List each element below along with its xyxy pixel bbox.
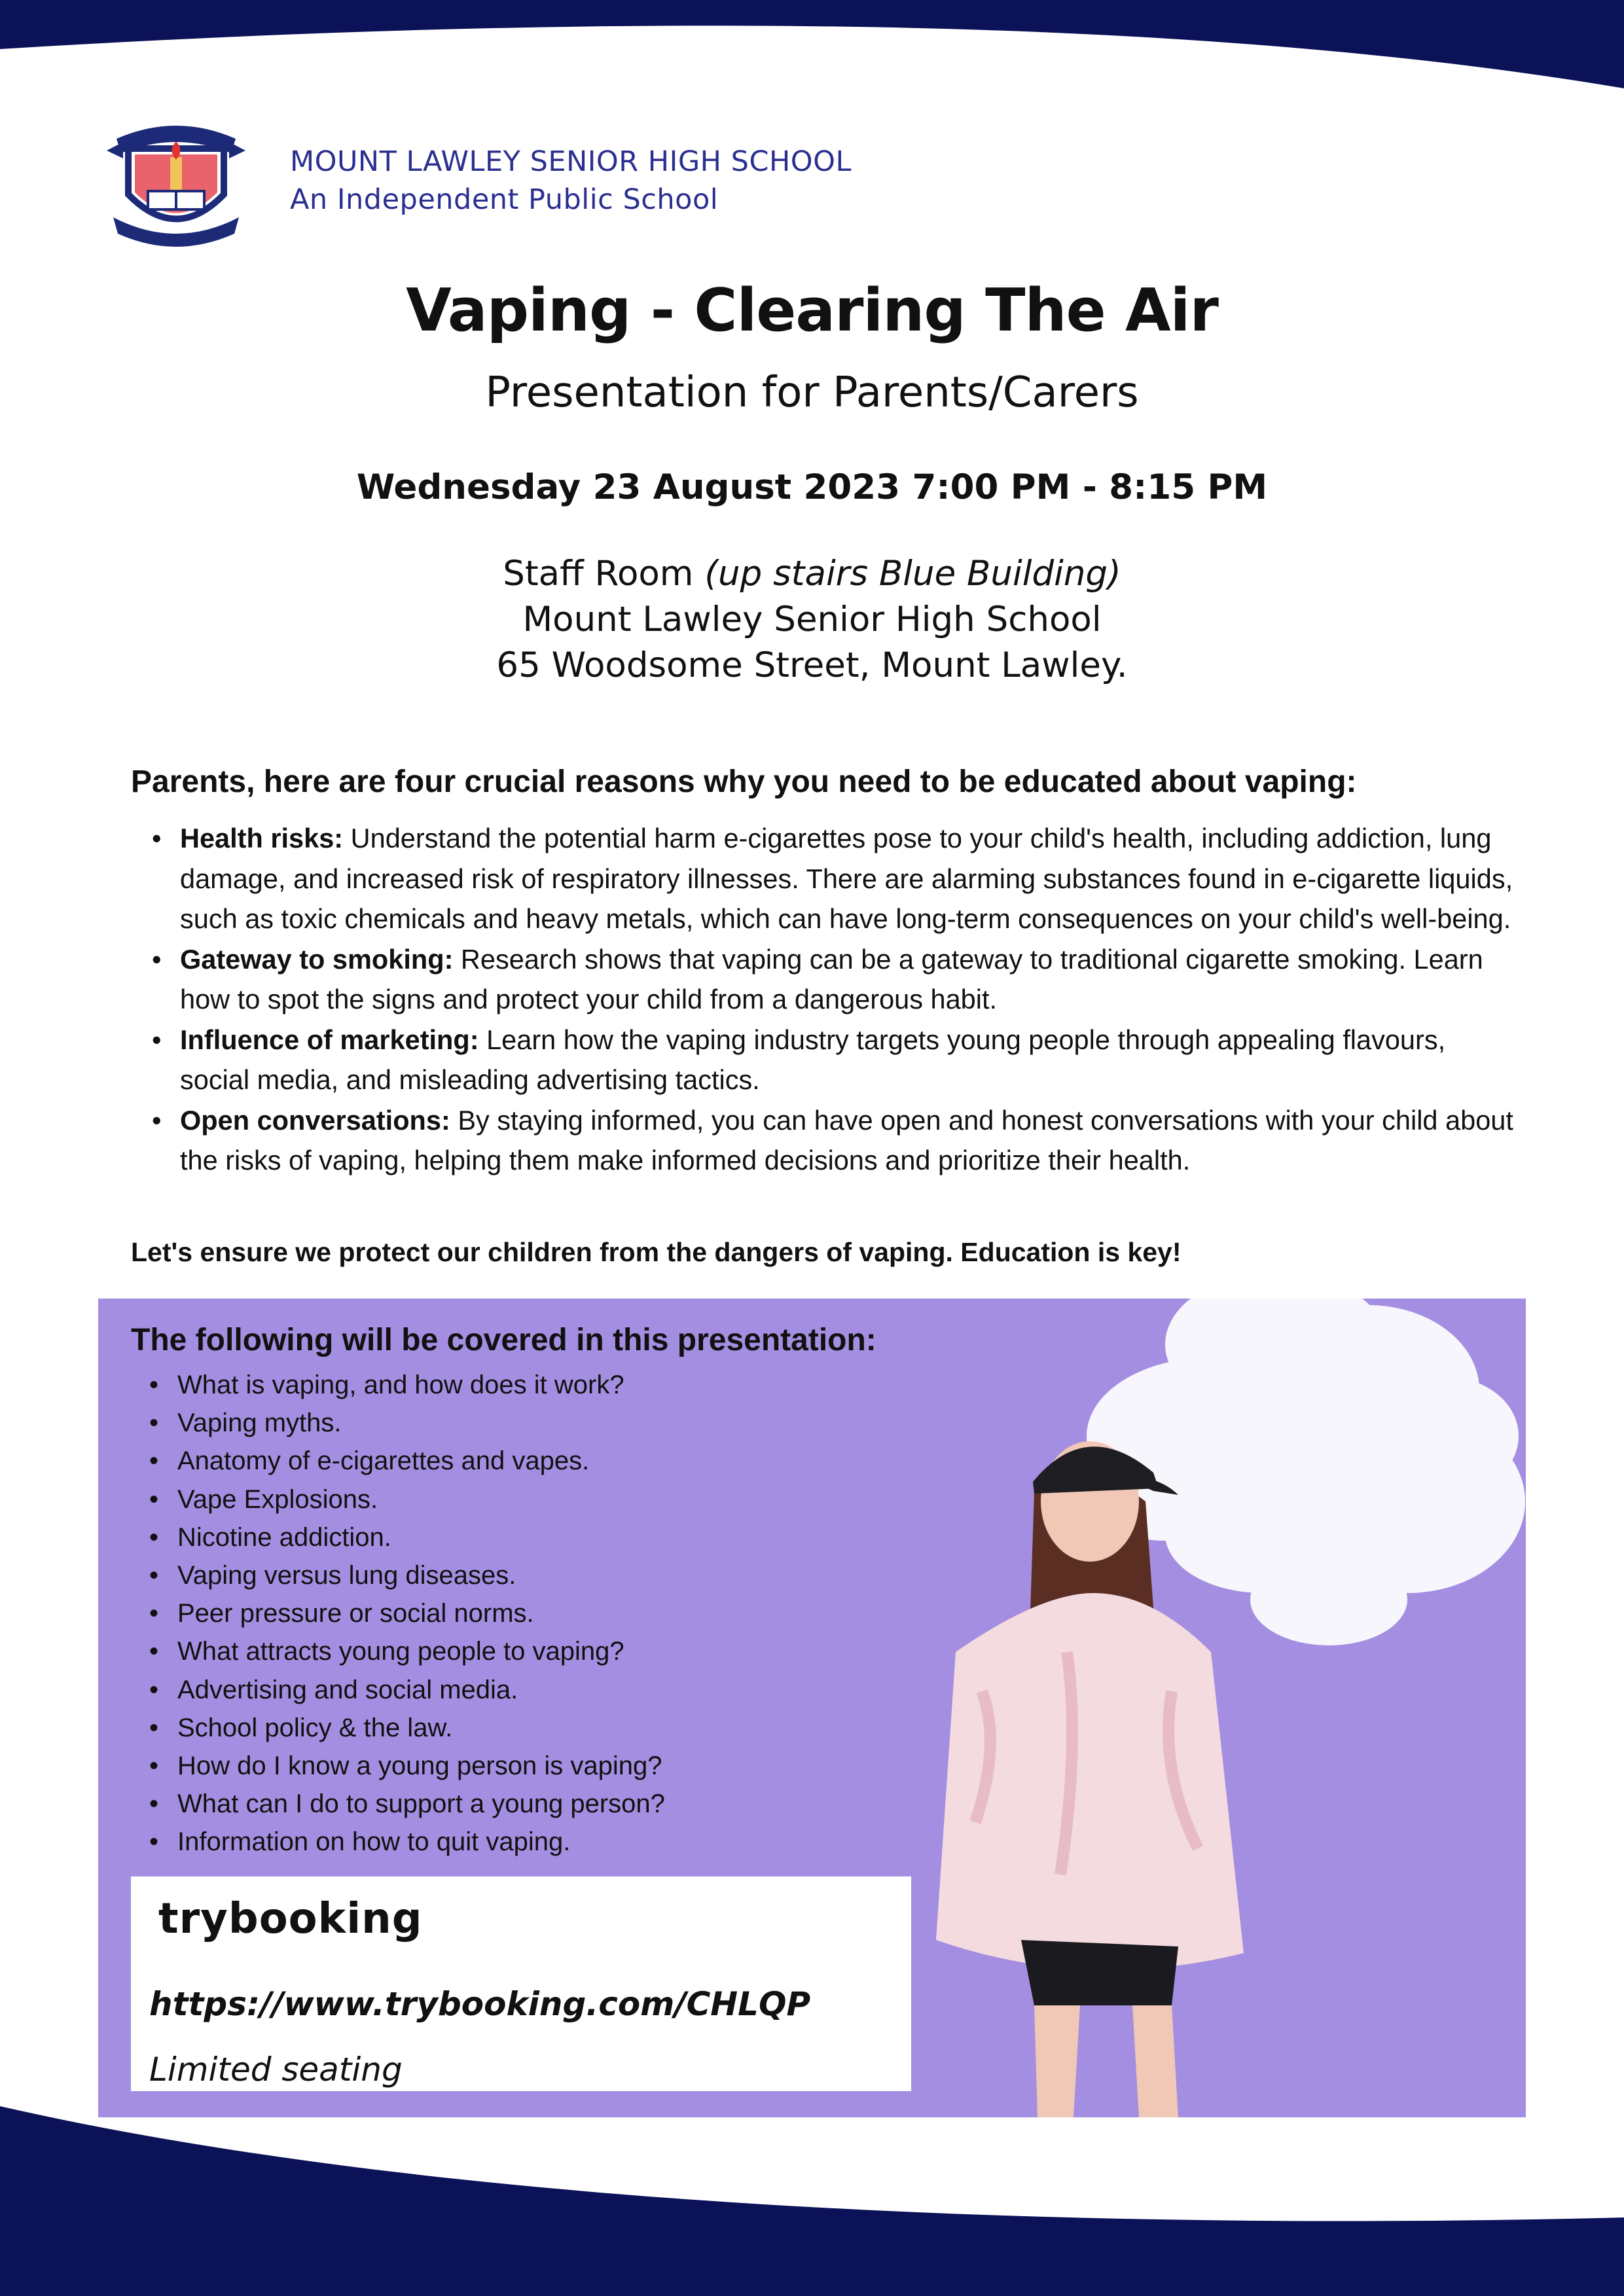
reason-text: By staying informed, you can have open and honest conversations with your child about the risks of vaping, helping them make informed decisions and prioritize their health. xyxy=(180,1104,1513,1175)
reason-text: Research shows that vaping can be a gateway to traditional cigarette smoking. Learn how to spot the signs and protect your child from a dangerous habit. xyxy=(180,943,1483,1014)
topic-item: • How do I know a young person is vaping? xyxy=(131,1747,665,1785)
reason-label: Health risks: xyxy=(180,823,344,853)
venue-room-note: (up stairs Blue Building) xyxy=(704,554,1121,594)
reason-item xyxy=(131,1020,1519,1100)
booking-link[interactable]: https://www.trybooking.com/CHLQP xyxy=(149,1985,811,2023)
event-subtitle: Presentation for Parents/Carers xyxy=(485,368,1139,417)
bottom-navy-swoosh xyxy=(0,2080,1624,2296)
venue-address: 65 Woodsome Street, Mount Lawley. xyxy=(496,645,1128,685)
reason-text: Learn how the vaping industry targets young people through appealing flavours, social media, and misleading advertising tactics. xyxy=(180,1024,1446,1095)
reason-item xyxy=(131,939,1519,1020)
event-venue xyxy=(0,551,1624,689)
coverage-panel xyxy=(98,1299,1526,2117)
reason-label: Influence of marketing: xyxy=(180,1024,479,1055)
venue-room-line xyxy=(0,551,1624,597)
trybooking-logo: trybooking xyxy=(158,1895,423,1943)
topics-list xyxy=(131,1366,665,1861)
topic-item: • Vaping myths. xyxy=(131,1404,665,1442)
limited-seating-note: Limited seating xyxy=(149,2051,403,2089)
topic-item: • Nicotine addiction. xyxy=(131,1518,665,1556)
reason-item xyxy=(131,818,1519,939)
topic-item: • What attracts young people to vaping? xyxy=(131,1632,665,1670)
reasons-list xyxy=(131,818,1519,1181)
venue-room: Staff Room xyxy=(503,554,694,594)
coverage-heading: The following will be covered in this presentation: xyxy=(131,1323,876,1357)
top-navy-swoosh xyxy=(0,0,1624,92)
topic-item: • School policy & the law. xyxy=(131,1709,665,1747)
vaping-person-photo xyxy=(871,1299,1526,2117)
school-name: MOUNT LAWLEY SENIOR HIGH SCHOOL xyxy=(290,145,852,178)
reason-text: Understand the potential harm e-cigarettes pose to your child's health, including addiction, lung damage, and increased risk of respiratory illnesses. There are alarming substances found in e-cigarette liquids, such as toxic chemicals and heavy metals, which can have long-term consequences on your child's well-being. xyxy=(180,823,1513,934)
event-title: Vaping - Clearing The Air xyxy=(406,276,1218,345)
reason-label: Gateway to smoking: xyxy=(180,943,454,975)
reasons-heading: Parents, here are four crucial reasons why you need to be educated about vaping: xyxy=(131,764,1357,799)
school-crest-logo xyxy=(97,113,255,250)
school-name-block xyxy=(290,143,852,219)
topic-item: • Information on how to quit vaping. xyxy=(131,1823,665,1861)
event-datetime: Wednesday 23 August 2023 7:00 PM - 8:15 PM xyxy=(356,467,1268,507)
closing-statement: Let's ensure we protect our children from the dangers of vaping. Education is key! xyxy=(131,1237,1182,1267)
topic-item: • What can I do to support a young person? xyxy=(131,1785,665,1823)
school-tagline: An Independent Public School xyxy=(290,183,719,216)
reason-label: Open conversations: xyxy=(180,1104,450,1136)
topic-item: • Peer pressure or social norms. xyxy=(131,1594,665,1632)
reason-item xyxy=(131,1100,1519,1181)
topic-item: • Anatomy of e-cigarettes and vapes. xyxy=(131,1442,665,1480)
topic-item: • Vape Explosions. xyxy=(131,1480,665,1518)
topic-item: • Advertising and social media. xyxy=(131,1671,665,1709)
venue-school: Mount Lawley Senior High School xyxy=(522,600,1102,639)
topic-item: • What is vaping, and how does it work? xyxy=(131,1366,665,1404)
topic-item: • Vaping versus lung diseases. xyxy=(131,1556,665,1594)
booking-box xyxy=(131,1876,911,2091)
